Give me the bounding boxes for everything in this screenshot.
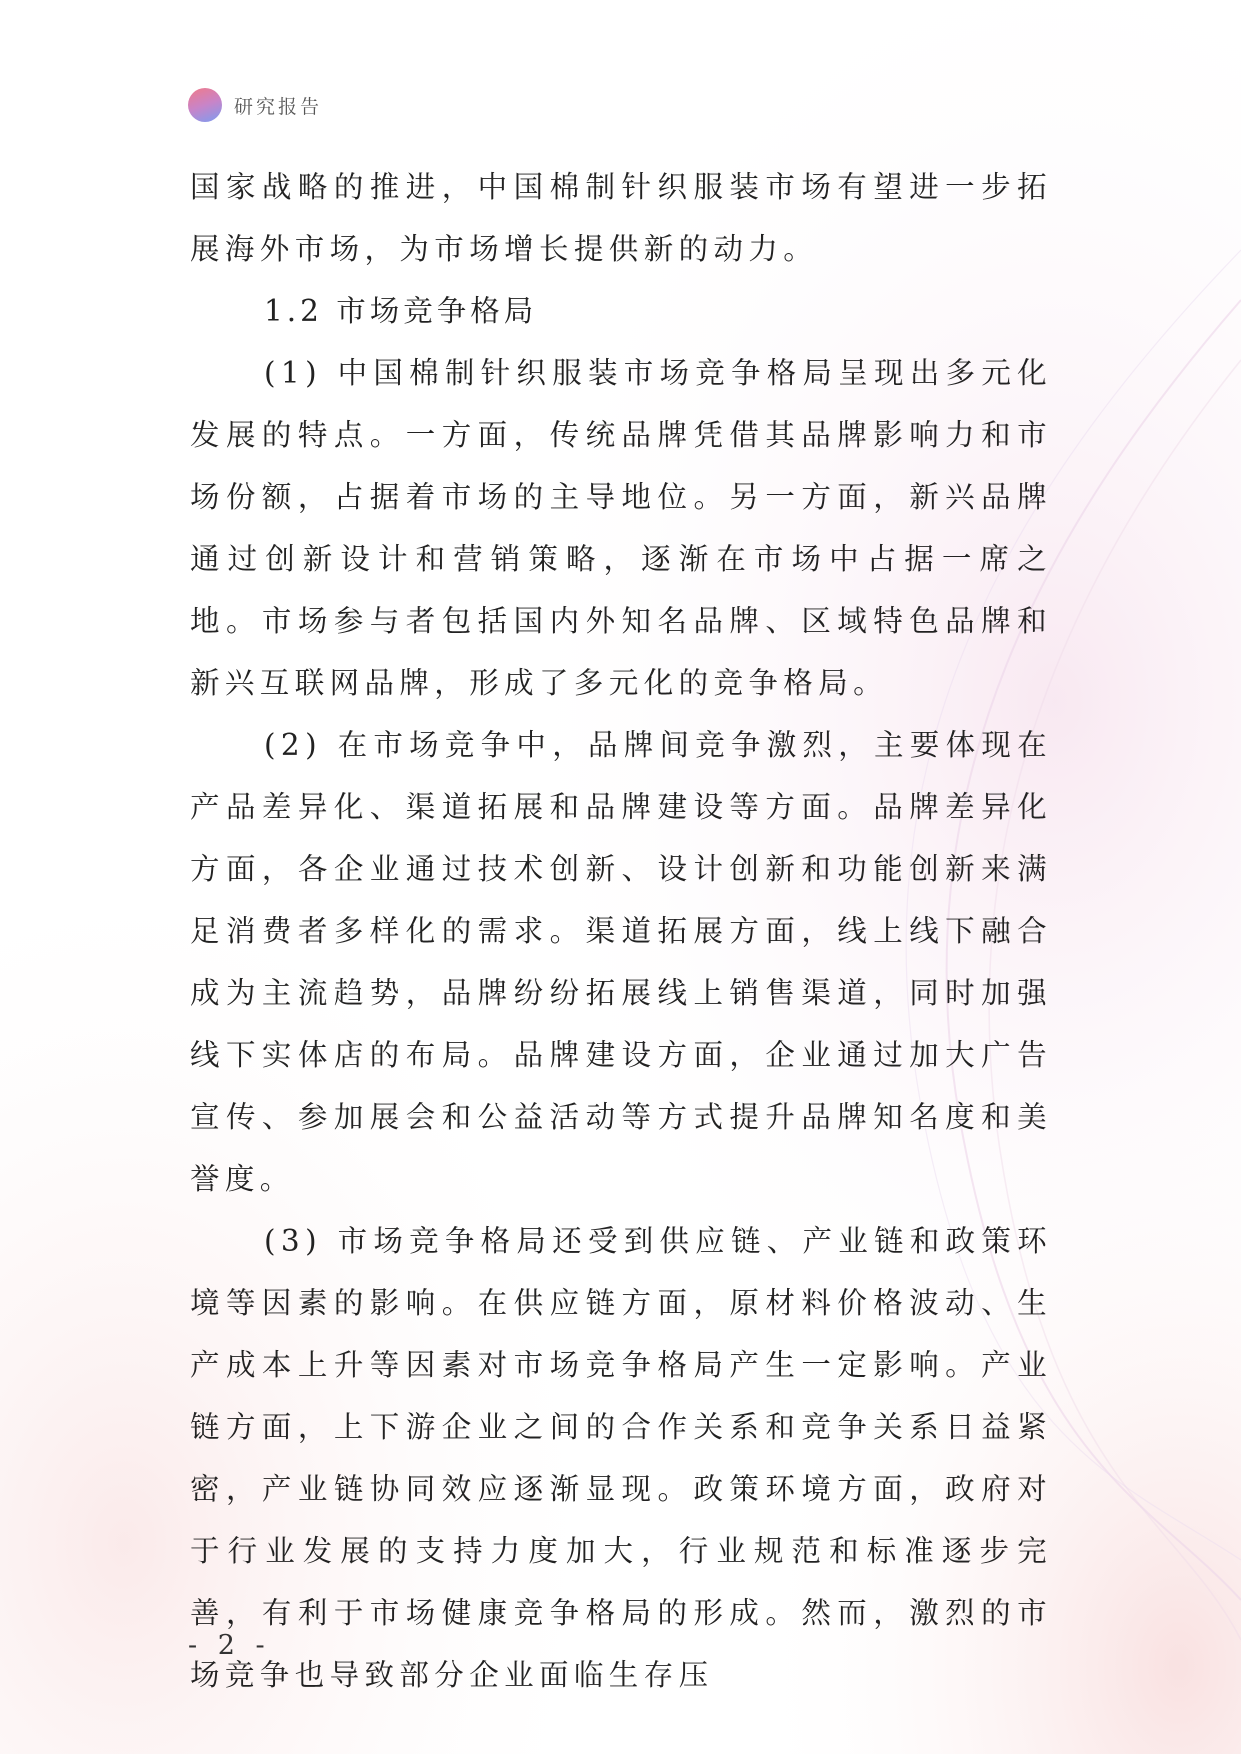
- paragraph-continuation: 国家战略的推进，中国棉制针织服装市场有望进一步拓展海外市场，为市场增长提供新的动力。: [190, 170, 1052, 266]
- document-body: [190, 156, 1052, 1706]
- list-item: (2) 在市场竞争中，品牌间竞争激烈，主要体现在产品差异化、渠道拓展和品牌建设等方面。品牌差异化方面，各企业通过技术创新、设计创新和功能创新来满足消费者多样化的需求。渠道拓展方面，线上线下融合成为主流趋势，品牌纷纷拓展线上销售渠道，同时加强线下实体店的布局。品牌建设方面，企业通过加大广告宣传、参加展会和公益活动等方式提升品牌知名度和美誉度。: [190, 728, 1052, 1196]
- header-title: 研究报告: [234, 95, 323, 118]
- logo-icon: [188, 88, 222, 122]
- report-header: [188, 88, 322, 122]
- list-item: (3) 市场竞争格局还受到供应链、产业链和政策环境等因素的影响。在供应链方面，原材料价格波动、生产成本上升等因素对市场竞争格局产生一定影响。产业链方面，上下游企业之间的合作关系和竞争关系日益紧密，产业链协同效应逐渐显现。政策环境方面，政府对于行业发展的支持力度加大，行业规范和标准逐步完善，有利于市场健康竞争格局的形成。然而，激烈的市场竞争也导致部分企业面临生存压: [190, 1224, 1052, 1692]
- section-heading: 1.2 市场竞争格局: [264, 294, 538, 328]
- page-number: - 2 -: [188, 1630, 271, 1661]
- list-item: (1) 中国棉制针织服装市场竞争格局呈现出多元化发展的特点。一方面，传统品牌凭借其品牌影响力和市场份额，占据着市场的主导地位。另一方面，新兴品牌通过创新设计和营销策略，逐渐在市场中占据一席之地。市场参与者包括国内外知名品牌、区域特色品牌和新兴互联网品牌，形成了多元化的竞争格局。: [190, 356, 1052, 700]
